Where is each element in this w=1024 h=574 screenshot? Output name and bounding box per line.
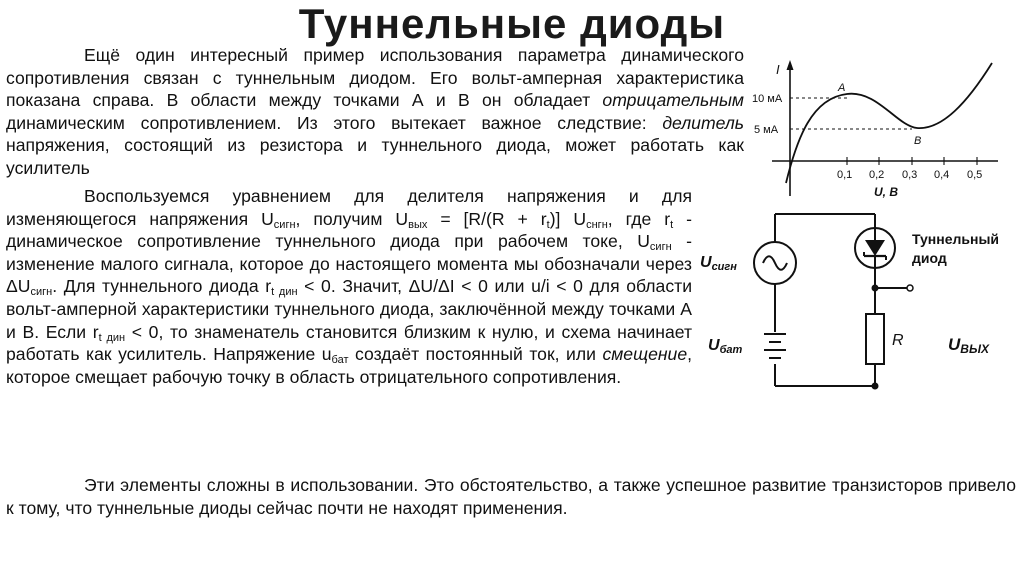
intro-text-2: динамическим сопротивлением. Из этого вытекает важное следствие: xyxy=(6,112,663,133)
circuit-schematic xyxy=(700,204,1022,400)
eq-sub: вых xyxy=(408,218,428,231)
eq-sub: t дин xyxy=(98,331,126,344)
paragraph-divider-equation xyxy=(6,185,692,388)
eq-sub: сигн xyxy=(30,286,53,299)
u-out-label xyxy=(948,335,990,356)
tunnel-diode-icon xyxy=(855,228,895,268)
eq-emphasis-bias: смещение xyxy=(602,344,688,365)
u-out-sub: ВЫХ xyxy=(960,342,989,356)
eq-text: )] U xyxy=(549,208,587,229)
u-out-symbol: U xyxy=(948,335,961,354)
eq-sub: t xyxy=(670,218,674,231)
intro-emphasis-negative: отрицательным xyxy=(602,90,744,111)
page-title: Туннельные диоды xyxy=(298,0,726,47)
resistor-icon xyxy=(866,314,884,364)
y-tick-10ma: 10 мА xyxy=(752,93,783,105)
junction-dot xyxy=(872,383,879,390)
y-axis-arrow xyxy=(787,60,794,70)
x-tick-0-3: 0,3 xyxy=(902,169,918,181)
x-tick-0-1: 0,1 xyxy=(837,169,853,181)
eq-sub: t дин xyxy=(271,286,298,299)
iv-curve xyxy=(786,63,992,183)
output-terminal-icon xyxy=(907,285,913,291)
iv-characteristic-graph xyxy=(752,58,1002,206)
u-battery-label xyxy=(708,337,742,356)
tunnel-diode-label-1: Туннельный xyxy=(912,231,1000,247)
eq-sub: сигн xyxy=(649,241,672,254)
eq-text: , получим U xyxy=(295,208,409,229)
intro-emphasis-divider: делитель xyxy=(662,112,744,133)
intro-text-3: напряжения, состоящий из резистора и туннельного диода, может работать как усилитель xyxy=(6,135,744,178)
eq-text: < 0, то знаменатель становится близким к нулю, и схема начинает работать как усилитель. Напряжение u xyxy=(6,321,693,365)
eq-text: < 0. Значит, ΔU/ΔI < 0 или u/i < 0 для области вольт-амперной характеристики туннельного диода, заключённой между точками A и B. Если r xyxy=(6,276,693,342)
point-b-label: B xyxy=(914,135,922,147)
battery-icon xyxy=(764,334,786,358)
intro-text-1: Ещё один интересный пример использования параметра динамического сопротивления связан с туннельным диодом. Его вольт-амперная характеристика показана справа. В области между точками А и В он обладает xyxy=(6,45,744,111)
y-tick-5ma: 5 мА xyxy=(754,124,779,136)
eq-text: создаёт постоянный ток, или xyxy=(348,344,603,365)
eq-sub: сигн xyxy=(273,218,296,231)
junction-dot xyxy=(872,285,879,292)
conclusion-text: Эти элементы сложны в использовании. Это обстоятельство, а также успешное развитие транзисторов привело к тому, что туннельные диоды сейчас почти не находят применения. xyxy=(6,475,1016,518)
paragraph-conclusion xyxy=(6,474,1016,519)
x-tick-0-5: 0,5 xyxy=(967,169,983,181)
eq-text: Воспользуемся уравнением для делителя напряжения и для изменяющегося напряжения U xyxy=(6,186,692,229)
signal-source-icon xyxy=(754,242,796,284)
x-axis-label: U, В xyxy=(874,185,898,199)
y-axis-label: I xyxy=(776,62,780,77)
u-battery-sub: бат xyxy=(719,344,743,356)
eq-sub: снгн xyxy=(586,218,608,231)
point-a-label: A xyxy=(838,82,846,94)
u-battery-symbol: U xyxy=(708,337,720,354)
resistor-label: R xyxy=(892,332,904,349)
eq-text: - динамическое сопротивление туннельного диода при рабочем токе, U xyxy=(6,208,692,252)
eq-text: - изменение малого сигнала, которое до настоящего момента мы обозначали через ΔU xyxy=(6,231,692,297)
eq-text: , которое смещает рабочую точку в область отрицательного сопротивления. xyxy=(6,344,692,387)
eq-text: . Для туннельного диода r xyxy=(52,276,272,297)
x-tick-0-2: 0,2 xyxy=(869,169,885,181)
eq-text: = [R/(R + r xyxy=(427,208,547,229)
eq-sub: бат xyxy=(331,354,349,367)
u-signal-label xyxy=(700,254,737,273)
paragraph-intro xyxy=(6,44,744,180)
eq-sub: t xyxy=(546,218,550,231)
x-tick-0-4: 0,4 xyxy=(934,169,950,181)
u-signal-symbol: U xyxy=(700,254,712,271)
u-signal-sub: сигн xyxy=(711,261,737,273)
eq-text: , где r xyxy=(607,208,671,229)
tunnel-diode-label-2: диод xyxy=(912,250,947,266)
